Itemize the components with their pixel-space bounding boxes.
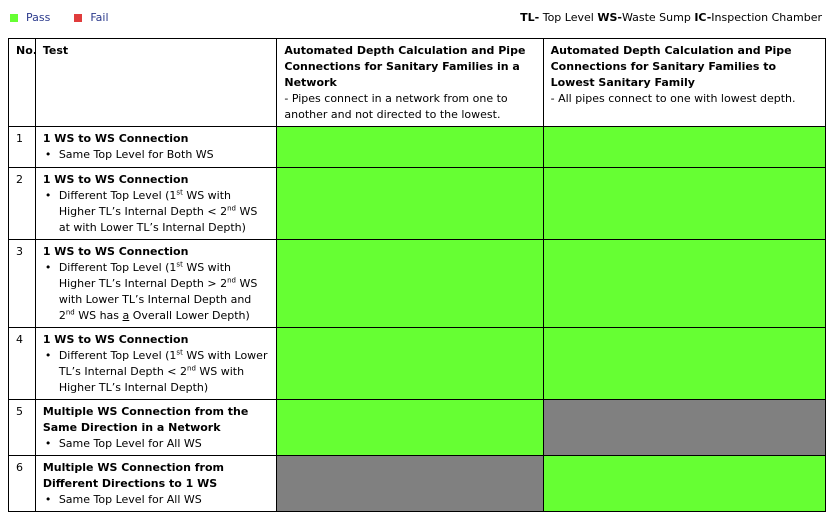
row-number: 4 [9, 328, 36, 400]
row-number: 3 [9, 240, 36, 328]
tl-key: TL- [520, 11, 540, 24]
ws-key: WS- [597, 11, 622, 24]
header-network-column [277, 39, 543, 127]
test-cell [35, 168, 277, 240]
header-network-note: - Pipes connect in a network from one to another and not directed to the lowest. [284, 92, 508, 121]
result-cell-lowest-pass [543, 127, 825, 168]
table-row [9, 168, 826, 240]
pass-swatch-icon [10, 14, 18, 22]
test-bullet [43, 147, 271, 163]
test-cell [35, 400, 277, 456]
result-cell-lowest-pass [543, 456, 825, 512]
bullet-text: Same Top Level for All WS [58, 437, 202, 450]
test-title: 1 WS to WS Connection [42, 132, 189, 145]
legend-bar [0, 0, 834, 36]
header-test: Test [35, 39, 277, 127]
test-bullet [43, 492, 271, 508]
abbreviation-key [520, 11, 822, 24]
test-title: 1 WS to WS Connection [42, 333, 189, 346]
legend-item-pass [10, 11, 50, 24]
row-number: 6 [9, 456, 36, 512]
table-row [9, 127, 826, 168]
tl-text: Top Level [539, 11, 598, 24]
ic-text: Inspection Chamber [711, 11, 822, 24]
bullet-text: Same Top Level for All WS [58, 493, 202, 506]
bullet-icon: • [44, 261, 52, 274]
test-cell [35, 456, 277, 512]
bullet-icon: • [44, 148, 52, 161]
result-cell-lowest-pass [543, 328, 825, 400]
header-no: No. [9, 39, 36, 127]
legend [10, 11, 133, 24]
table-row [9, 400, 826, 456]
header-network-title: Automated Depth Calculation and Pipe Connections for Sanitary Families in a Network [284, 44, 526, 89]
test-bullet [43, 348, 271, 396]
row-number: 2 [9, 168, 36, 240]
bullet-text: Different Top Level (1st WS with Higher TL’s Internal Depth < 2nd WS at with Lower TL’s Internal Depth) [58, 188, 258, 234]
ws-text: Waste Sump [621, 11, 695, 24]
bullet-text: Same Top Level for Both WS [58, 148, 214, 161]
test-title: 1 WS to WS Connection [42, 173, 189, 186]
result-cell-lowest-pass [543, 240, 825, 328]
result-cell-network-pass [277, 127, 543, 168]
fail-swatch-icon [74, 14, 82, 22]
test-bullet [43, 260, 271, 324]
test-title: 1 WS to WS Connection [42, 245, 189, 258]
header-row [9, 39, 826, 127]
ic-key: IC- [694, 11, 712, 24]
row-number: 1 [9, 127, 36, 168]
test-bullet [43, 436, 271, 452]
table-row [9, 456, 826, 512]
test-title: Multiple WS Connection from the Same Direction in a Network [42, 405, 249, 434]
bullet-icon: • [44, 189, 52, 202]
test-title: Multiple WS Connection from Different Directions to 1 WS [42, 461, 224, 490]
result-cell-network-pass [277, 328, 543, 400]
bullet-text: Different Top Level (1st WS with Lower TL’s Internal Depth < 2nd WS with Higher TL’s Internal Depth) [58, 348, 268, 394]
result-cell-lowest-pass [543, 168, 825, 240]
bullet-icon: • [44, 349, 52, 362]
header-lowest-column [543, 39, 825, 127]
bullet-icon: • [44, 437, 52, 450]
result-cell-network-pass [277, 240, 543, 328]
row-number: 5 [9, 400, 36, 456]
table-row [9, 240, 826, 328]
test-results-table [8, 38, 826, 512]
header-lowest-title: Automated Depth Calculation and Pipe Connections for Sanitary Families to Lowest Sanitary Family [550, 44, 792, 89]
result-cell-network-pass [277, 168, 543, 240]
result-cell-lowest-not-applicable [543, 400, 825, 456]
test-cell [35, 127, 277, 168]
fail-label: Fail [90, 11, 109, 24]
table-row [9, 328, 826, 400]
result-cell-network-not-applicable [277, 456, 543, 512]
test-bullet [43, 188, 271, 236]
result-cell-network-pass [277, 400, 543, 456]
bullet-icon: • [44, 493, 52, 506]
pass-label: Pass [26, 11, 51, 24]
test-cell [35, 240, 277, 328]
bullet-text: Different Top Level (1st WS with Higher TL’s Internal Depth > 2nd WS with Lower TL’s Internal Depth and 2nd WS has a Overall Lower Depth) [58, 260, 258, 322]
legend-item-fail [74, 11, 108, 24]
test-cell [35, 328, 277, 400]
header-lowest-note: - All pipes connect to one with lowest depth. [550, 92, 796, 105]
